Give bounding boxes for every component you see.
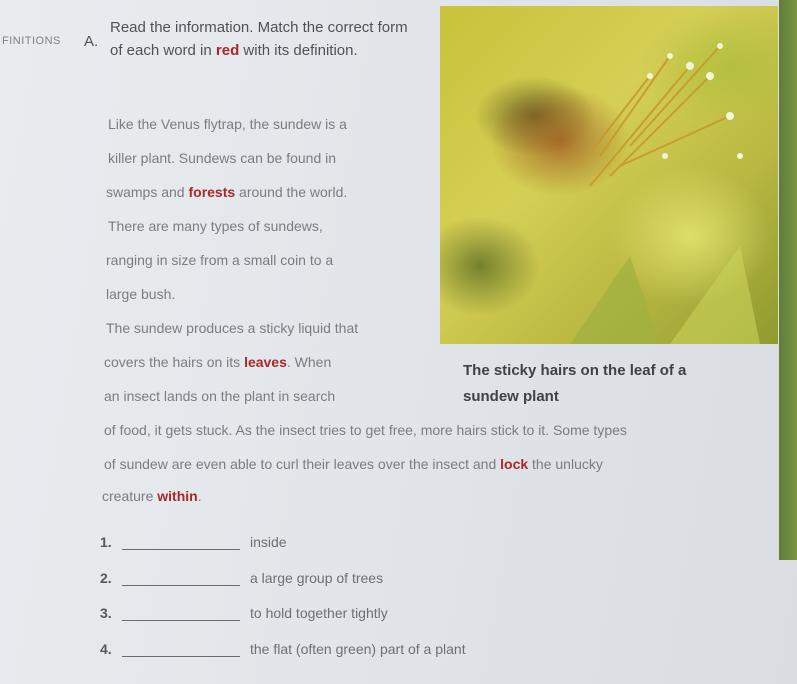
vocab-word: lock	[500, 456, 529, 472]
sundew-photo	[440, 6, 778, 344]
paragraph-line	[108, 150, 336, 166]
vocab-word: within	[157, 488, 198, 504]
caption-line: sundew plant	[463, 388, 559, 405]
paragraph-text: covers the hairs on its	[104, 354, 245, 370]
answer-blank[interactable]	[122, 585, 240, 586]
answer-blank[interactable]	[122, 620, 240, 621]
paragraph-line	[106, 184, 347, 200]
sundew-illustration	[440, 6, 778, 344]
vocab-word: forests	[188, 184, 236, 200]
instructions	[110, 16, 410, 62]
paragraph-text: of sundew are even able to curl their leaves over the insect and	[104, 456, 501, 472]
paragraph-line	[104, 456, 603, 472]
paragraph-text: killer plant. Sundews can be found in	[108, 150, 337, 166]
instructions-text-end: with its definition.	[243, 42, 358, 59]
paragraph-line	[104, 354, 331, 370]
paragraph-text: ranging in size from a small coin to a	[106, 252, 334, 268]
exercise-number: 3.	[100, 605, 112, 621]
paragraph-line	[102, 488, 202, 504]
paragraph-text: an insect lands on the plant in search	[104, 388, 336, 404]
paragraph-text: the unlucky	[528, 456, 603, 472]
section-letter: A.	[84, 33, 99, 50]
exercise-definition: the flat (often green) part of a plant	[250, 641, 466, 657]
paragraph-line	[108, 218, 323, 234]
paragraph-text: The sundew produces a sticky liquid that	[106, 320, 359, 336]
exercise-definition: inside	[250, 534, 287, 550]
exercise-definition: a large group of trees	[250, 570, 384, 586]
paragraph-text: . When	[286, 354, 332, 370]
paragraph-text: swamps and	[106, 184, 189, 200]
paragraph-line	[104, 388, 335, 404]
paragraph-line	[108, 116, 347, 132]
section-side-label: FINITIONS	[2, 35, 61, 47]
vocab-word: leaves	[244, 354, 287, 370]
exercise-definition: to hold together tightly	[250, 605, 388, 621]
paragraph-line	[106, 320, 358, 336]
exercise-number: 2.	[100, 570, 112, 586]
photo-caption	[463, 358, 743, 410]
paragraph-text: large bush.	[106, 286, 176, 302]
paragraph-line	[106, 252, 333, 268]
answer-blank[interactable]	[122, 549, 240, 550]
exercise-number: 4.	[100, 641, 112, 657]
instructions-text: Read the information. Match the correct form of each word in	[110, 19, 408, 59]
instructions-red-word: red	[215, 42, 240, 59]
paragraph-text: of food, it gets stuck. As the insect tries to get free, more hairs stick to it. Some types	[104, 422, 627, 438]
paragraph-text: creature	[102, 488, 158, 504]
paragraph-text: There are many types of sundews,	[108, 218, 323, 234]
paragraph-text: Like the Venus flytrap, the sundew is a	[108, 116, 347, 132]
caption-line: The sticky hairs on the leaf of a	[463, 362, 687, 379]
paragraph-text: around the world.	[235, 184, 348, 200]
exercise-number: 1.	[100, 534, 112, 550]
paragraph-line	[104, 422, 627, 438]
paragraph-text: .	[197, 488, 202, 504]
page-edge-background	[779, 0, 797, 560]
answer-blank[interactable]	[122, 656, 240, 657]
paragraph-line	[106, 286, 175, 302]
